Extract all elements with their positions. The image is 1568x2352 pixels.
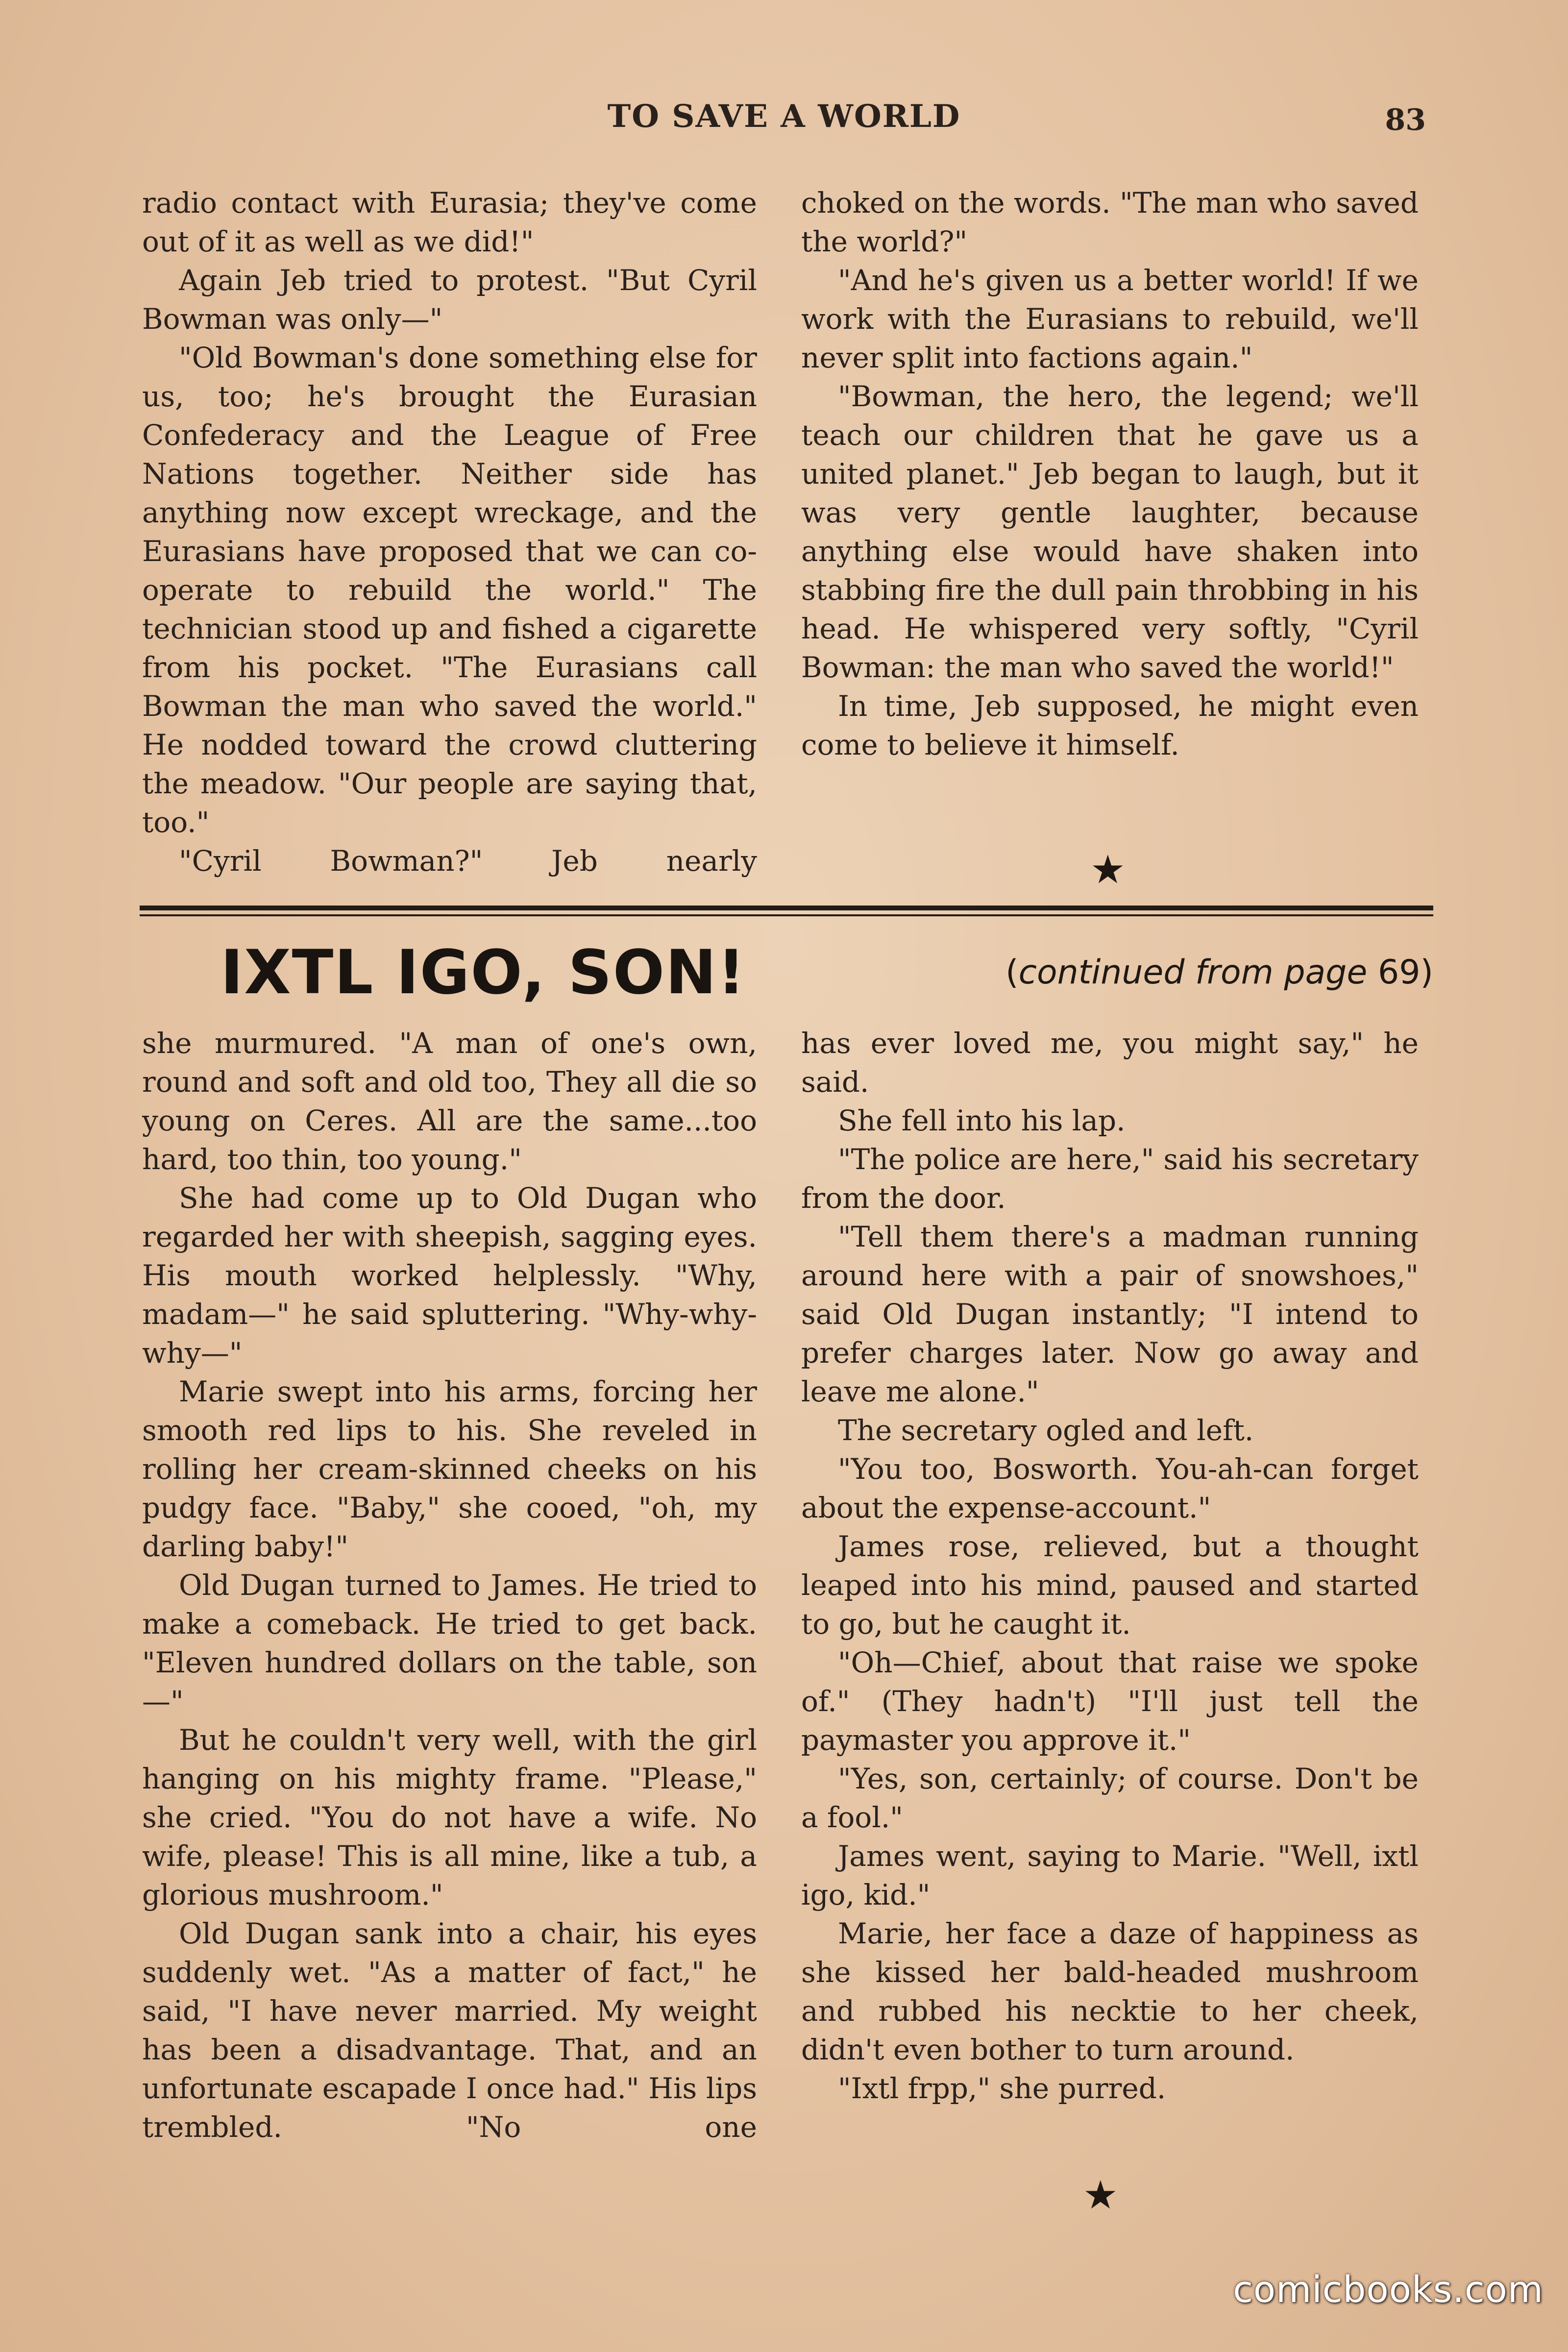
running-head: [0, 98, 1568, 147]
paragraph: choked on the words. "The man who saved the world?": [801, 186, 1419, 258]
paragraph: The secretary ogled and left.: [838, 1414, 1254, 1447]
paragraph: Old Dugan turned to James. He tried to make a comeback. He tried to get back. "Eleven hundred dollars on the table, son—": [142, 1568, 757, 1718]
paragraph: "Bowman, the hero, the legend; we'll teach our children that he gave us a united planet." Jeb began to laugh, but it was very gentle laughter, because anything else would have shaken into stabbing fire the dull pain throbbing in his head. He whispered very softly, "Cyril Bowman: the man who saved the world!": [801, 380, 1419, 684]
paragraph: "You too, Bosworth. You-ah-can forget about the expense-account.": [801, 1452, 1419, 1524]
paragraph: "Oh—Chief, about that raise we spoke of." (They hadn't) "I'll just tell the paymaster you approve it.": [801, 1646, 1419, 1757]
paragraph: Marie, her face a daze of happiness as she kissed her bald-headed mushroom and rubbed his necktie to her cheek, didn't even bother to turn around.: [801, 1917, 1419, 2066]
paragraph: "Yes, son, certainly; of course. Don't be a fool.": [801, 1762, 1419, 1834]
bottom-column-left: [142, 1024, 757, 2147]
paragraph: "Cyril Bowman?" Jeb nearly: [179, 844, 757, 878]
paragraph: "Ixtl frpp," she purred.: [838, 2072, 1166, 2105]
paragraph: radio contact with Eurasia; they've come out of it as well as we did!": [142, 186, 757, 258]
continued-open-paren: (: [1005, 953, 1019, 992]
end-star-icon: ★: [1083, 2172, 1118, 2218]
top-column-left: [142, 184, 757, 881]
paragraph: "And he's given us a better world! If we work with the Eurasians to rebuild, we'll never split into factions again.": [801, 264, 1419, 374]
paragraph: James rose, relieved, but a thought leaped into his mind, paused and started to go, but he caught it.: [801, 1530, 1419, 1641]
paragraph: has ever loved me, you might say," he said.: [801, 1027, 1419, 1099]
section-divider: [140, 906, 1433, 910]
end-star-icon: ★: [1090, 847, 1126, 892]
paragraph: In time, Jeb supposed, he might even come to believe it himself.: [801, 689, 1419, 761]
paragraph: Marie swept into his arms, forcing her smooth red lips to his. She reveled in rolling her cream-skinned cheeks on his pudgy face. "Baby," she cooed, "oh, my darling baby!": [142, 1375, 757, 1563]
page-number: 83: [1385, 103, 1426, 137]
paragraph: Old Dugan sank into a chair, his eyes suddenly wet. "As a matter of fact," he said, "I have never married. My weight has been a disadvantage. That, and an unfortunate escapade I once had." His lips trembled. "No one: [142, 1917, 757, 2144]
paragraph: She fell into his lap.: [838, 1104, 1126, 1137]
continued-label: continued from page: [1018, 953, 1368, 992]
paragraph: She had come up to Old Dugan who regarded her with sheepish, sagging eyes. His mouth worked helplessly. "Why, madam—" he said spluttering. "Why-why-why—": [142, 1181, 757, 1370]
paragraph: "Old Bowman's done something else for us, too; he's brought the Eurasian Confederacy and the League of Free Nations together. Neither side has anything now except wreckage, and the Eurasians have proposed that we can co-operate to rebuild the world." The technician stood up and fished a cigarette from his pocket. "The Eurasians call Bowman the man who saved the world." He nodded toward the crowd cluttering the meadow. "Our people are saying that, too.": [142, 341, 757, 839]
paragraph: "The police are here," said his secretary from the door.: [801, 1143, 1419, 1215]
section-divider-thin: [140, 914, 1433, 916]
story-title: IXTL IGO, SON!: [220, 937, 746, 1008]
bottom-column-right: [801, 1024, 1419, 2108]
paragraph: Again Jeb tried to protest. "But Cyril Bowman was only—": [142, 264, 757, 336]
continued-page-number: 69: [1377, 953, 1421, 992]
paragraph: James went, saying to Marie. "Well, ixtl igo, kid.": [801, 1839, 1419, 1911]
paragraph: "Tell them there's a madman running around here with a pair of snowshoes," said Old Dugan instantly; "I intend to prefer charges later. Now go away and leave me alone.": [801, 1220, 1419, 1408]
paragraph: she murmured. "A man of one's own, round and soft and old too, They all die so young on Ceres. All are the same...too hard, too thin, too young.": [142, 1027, 757, 1176]
running-head-title: TO SAVE A WORLD: [607, 98, 961, 135]
site-watermark: comicbooks.com: [1233, 2269, 1544, 2311]
top-column-right: [801, 184, 1419, 764]
paragraph: But he couldn't very well, with the girl hanging on his mighty frame. "Please," she cried. "You do not have a wife. No wife, please! This is all mine, like a tub, a glorious mushroom.": [142, 1723, 757, 1911]
continued-close-paren: ): [1420, 953, 1433, 992]
continued-note: [855, 946, 1433, 1000]
